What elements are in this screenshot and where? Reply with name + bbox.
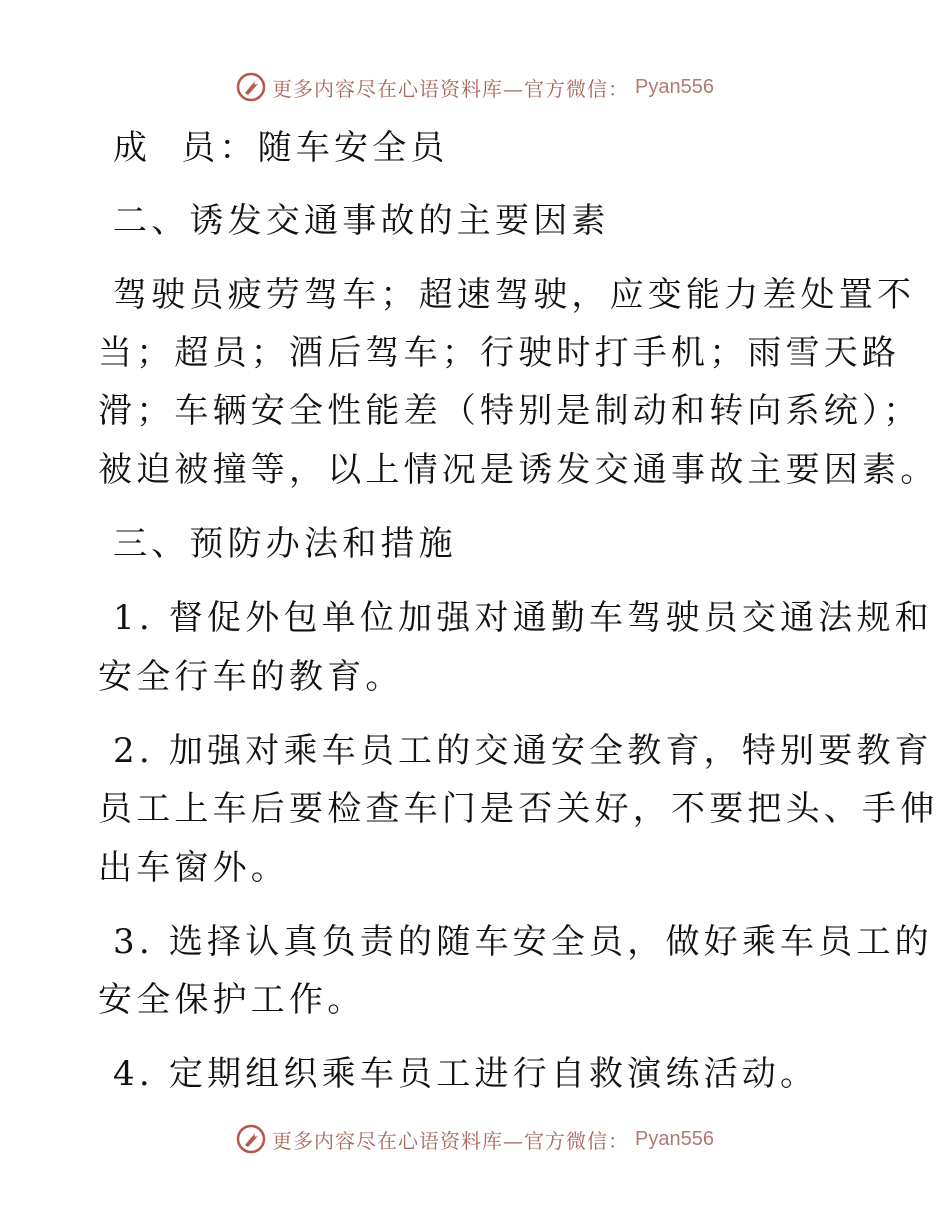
list-item-1: 1. 督促外包单位加强对通勤车驾驶员交通法规和 [98,598,933,638]
paragraph-line: 驾驶员疲劳驾车；超速驾驶，应变能力差处置不 [98,275,916,315]
list-item-3: 3. 选择认真负责的随车安全员，做好乘车员工的 [98,922,933,962]
watermark-wechat-id: Pyan556 [635,1127,714,1150]
watermark-text: 更多内容尽在心语资料库—官方微信： [272,1128,630,1153]
list-item-2-cont: 出车窗外。 [98,848,289,888]
watermark-text: 更多内容尽在心语资料库—官方微信： [272,76,630,101]
watermark-wechat-id: Pyan556 [635,75,714,98]
section-heading-2: 二、诱发交通事故的主要因素 [98,201,610,241]
pen-nib-icon [236,72,266,102]
section-heading-3: 三、预防办法和措施 [98,524,457,564]
list-item-1-cont: 安全行车的教育。 [98,657,404,697]
pen-nib-icon [236,1124,266,1154]
list-item-3-cont: 安全保护工作。 [98,980,366,1020]
list-item-4: 4. 定期组织乘车员工进行自救演练活动。 [98,1054,819,1094]
paragraph-line: 当；超员；酒后驾车；行驶时打手机；雨雪天路 [98,333,901,373]
header-watermark [0,72,950,102]
member-line: 成 员：随车安全员 [98,128,449,168]
list-item-2: 2. 加强对乘车员工的交通安全教育，特别要教育 [98,731,933,771]
paragraph-line: 被迫被撞等，以上情况是诱发交通事故主要因素。 [98,450,939,490]
paragraph-line: 滑；车辆安全性能差（特别是制动和转向系统）； [98,391,922,431]
footer-watermark [0,1124,950,1154]
list-item-2-cont: 员工上车后要检查车门是否关好，不要把头、手伸 [98,789,939,829]
